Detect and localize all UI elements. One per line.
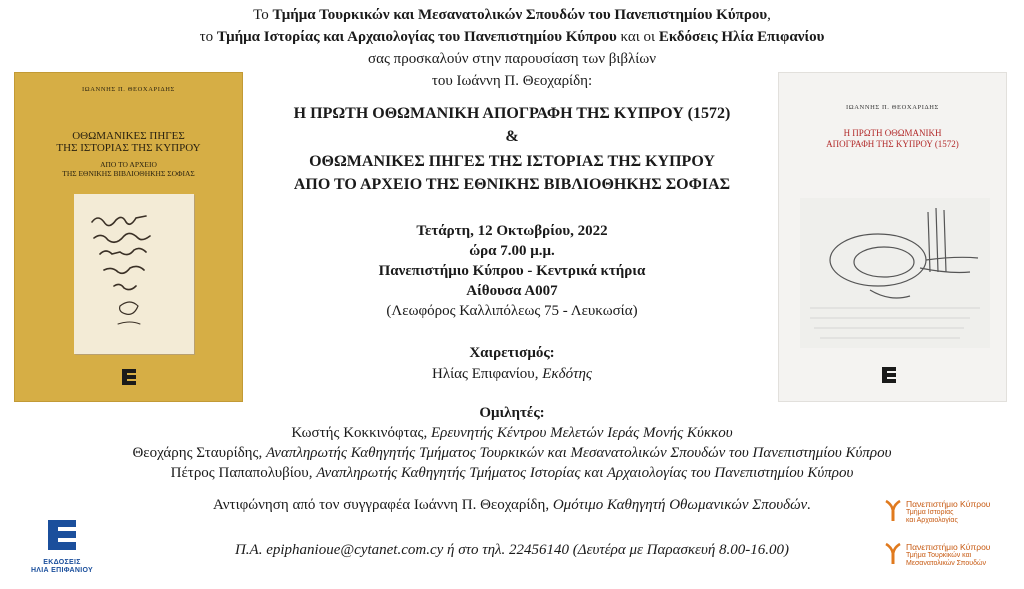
cover-subtitle: ΑΠΟ ΤΟ ΑΡΧΕΙΟ ΤΗΣ ΕΘΝΙΚΗΣ ΒΙΒΛΙΟΘΗΚΗΣ ΣΟΦΙΑΣ [62,160,195,178]
tughra-icon [800,198,990,348]
book-cover-left [14,72,243,402]
university-logo-history: Πανεπιστήμιο Κύπρου Τμήμα Ιστορίας και Αρχαιολογίας [884,497,1014,531]
event-address: (Λεωφόρος Καλλιπόλεως 75 - Λευκωσία) [386,303,638,319]
organizer-turkish-dept: Τμήμα Τουρκικών και Μεσανατολικών Σπουδών του Πανεπιστημίου Κύπρου [272,7,768,23]
manuscript-script-icon [74,194,194,354]
cover-title: ΟΘΩΜΑΝΙΚΕΣ ΠΗΓΕΣ ΤΗΣ ΙΣΤΟΡΙΑΣ ΤΗΣ ΚΥΠΡΟΥ [56,130,201,154]
book-title-2-line-1: ΟΘΩΜΑΝΙΚΕΣ ΠΗΓΕΣ ΤΗΣ ΙΣΤΟΡΙΑΣ ΤΗΣ ΚΥΠΡΟΥ [309,153,715,170]
publisher-e-icon [42,518,82,554]
intro-line-1: Το Τμήμα Τουρκικών και Μεσανατολικών Σπουδών του Πανεπιστημίου Κύπρου, [253,7,771,23]
event-room: Αίθουσα Α007 [466,283,558,299]
organizer-history-dept: Τμήμα Ιστορίας και Αρχαιολογίας του Πανεπιστημίου Κύπρου [216,29,617,45]
publisher-e-icon [118,366,140,388]
author-response: Αντιφώνηση από τον συγγραφέα Ιωάννη Π. Θεοχαρίδη, Ομότιμο Καθηγητή Οθωμανικών Σπουδών. [213,497,811,513]
event-venue: Πανεπιστήμιο Κύπρου - Κεντρικά κτήρια [378,263,646,279]
publisher-logo-small [118,366,140,393]
speaker-item: Πέτρος Παπαπολυβίου, Αναπληρωτής Καθηγητής Τμήματος Ιστορίας και Αρχαιολογίας του Πανεπιστημίου Κύπρου [170,465,854,481]
greeting-line: Ηλίας Επιφανίου, Εκδότης [432,366,592,382]
book-cover-right [778,72,1007,402]
publisher-logo-small [878,364,900,391]
speaker-item: Κωστής Κοκκινόφτας, Ερευνητής Κέντρου Μελετών Ιεράς Μονής Κύκκου [291,425,733,441]
publisher-e-icon [878,364,900,386]
publisher-logo [24,518,100,575]
book-title-1: Η ΠΡΩΤΗ ΟΘΩΜΑΝΙΚΗ ΑΠΟΓΡΑΦΗ ΤΗΣ ΚΥΠΡΟΥ (1572) [293,105,731,122]
cover-author: ΙΩΑΝΝΗΣ Π. ΘΕΟΧΑΡΙΔΗΣ [846,104,939,111]
publisher-logo-line-2: ΗΛΙΑ ΕΠΙΦΑΝΙΟΥ [30,567,94,574]
title-ampersand: & [505,128,519,145]
speaker-item: Θεοχάρης Σταυρίδης, Αναπληρωτής Καθηγητής Τμήματος Τουρκικών και Μεσανατολικών Σπουδών του Πανεπιστημίου Κύπρου [132,445,892,461]
manuscript-image [74,194,194,354]
cover-author: ΙΩΑΝΝΗΣ Π. ΘΕΟΧΑΡΙΔΗΣ [82,86,175,93]
cover-title: Η ΠΡΩΤΗ ΟΘΩΜΑΝΙΚΗ ΑΠΟΓΡΑΦΗ ΤΗΣ ΚΥΠΡΟΥ (1572) [826,128,959,149]
intro-line-4: του Ιωάννη Π. Θεοχαρίδη: [431,73,593,89]
event-date: Τετάρτη, 12 Οκτωβρίου, 2022 [416,223,608,239]
book-title-2-line-2: ΑΠΟ ΤΟ ΑΡΧΕΙΟ ΤΗΣ ΕΘΝΙΚΗΣ ΒΙΒΛΙΟΘΗΚΗΣ ΣΟΦΙΑΣ [293,176,731,193]
university-logo-turkish: Πανεπιστήμιο Κύπρου Τμήμα Τουρκικών και Μεσανατολικών Σπουδών [884,540,1014,574]
intro-line-2: το Τμήμα Ιστορίας και Αρχαιολογίας του Πανεπιστημίου Κύπρου και οι Εκδόσεις Ηλία Επιφανίου [199,29,825,45]
organizer-publisher: Εκδόσεις Ηλία Επιφανίου [658,29,825,45]
publisher-logo-line-1: ΕΚΔΟΣΕΙΣ [43,559,81,566]
university-emblem-icon [884,540,902,566]
contact-info: Π.Α. epiphanioue@cytanet.com.cy ή στο τηλ. 22456140 (Δευτέρα με Παρασκευή 8.00-16.00) [234,542,790,558]
tughra-image [800,198,990,348]
greeting-heading: Χαιρετισμός: [469,345,555,361]
event-time: ώρα 7.00 μ.μ. [469,243,555,259]
intro-line-3: σας προσκαλούν στην παρουσίαση των βιβλίων [368,51,656,67]
speakers-heading: Ομιλητές: [479,405,545,421]
university-emblem-icon [884,497,902,523]
